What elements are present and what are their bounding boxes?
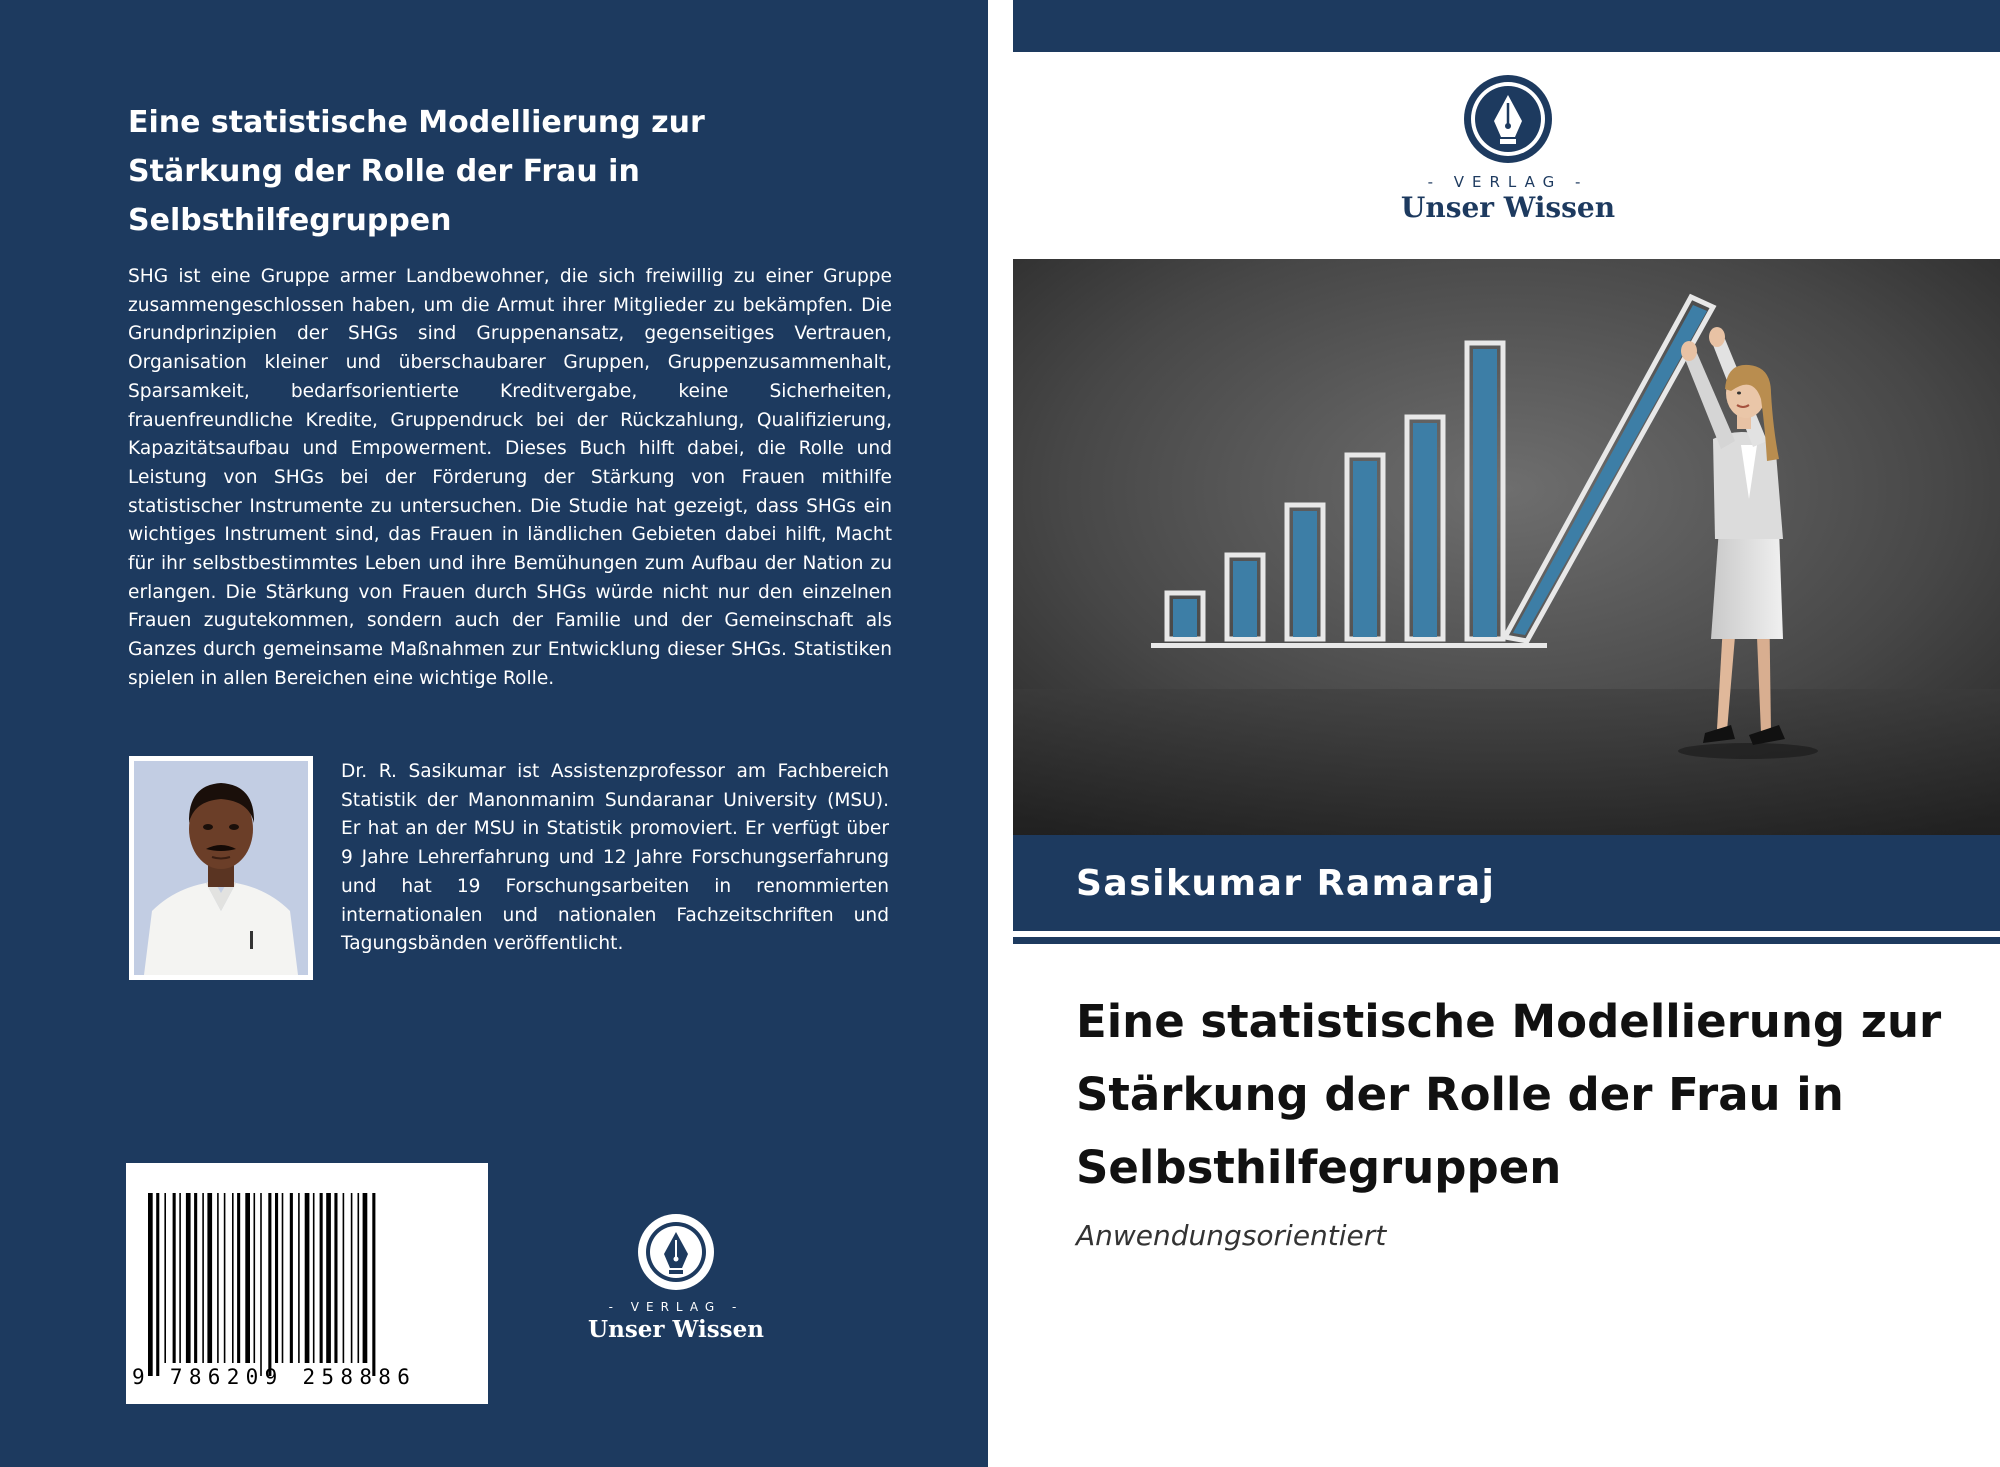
- author-name: Sasikumar Ramaraj: [1076, 863, 1496, 904]
- chalk-bar-fill: [1173, 599, 1197, 637]
- barcode-stripe: [173, 1193, 176, 1363]
- front-top-bar: [1013, 0, 2000, 52]
- barcode-stripe: [320, 1193, 323, 1363]
- fountain-pen-nib-icon: [1462, 73, 1554, 165]
- chalk-baseline: [1151, 643, 1547, 648]
- back-verlag-label: - VERLAG -: [608, 1300, 744, 1314]
- barcode-stripe: [164, 1193, 166, 1363]
- barcode-stripe: [254, 1193, 256, 1363]
- barcode-stripe: [268, 1193, 271, 1376]
- bar-growth-illustration: [1013, 259, 2000, 835]
- front-publisher-logo: [1373, 73, 1643, 223]
- author-portrait: [134, 761, 308, 975]
- barcode-stripe: [148, 1193, 153, 1376]
- barcode-stripe: [363, 1193, 368, 1363]
- chalk-bar-fill: [1233, 561, 1257, 637]
- fountain-pen-nib-icon: [636, 1212, 716, 1292]
- barcode-stripe: [351, 1193, 353, 1363]
- barcode-stripe: [358, 1193, 360, 1363]
- barcode-stripe: [313, 1193, 315, 1363]
- back-publisher-name: Unser Wissen: [588, 1316, 764, 1343]
- chalk-bar-fill: [1353, 461, 1377, 637]
- front-cover: [1013, 0, 2000, 1467]
- barcode-stripe: [290, 1193, 293, 1363]
- barcode-stripe: [343, 1193, 345, 1363]
- back-publisher-logo: [578, 1212, 774, 1342]
- front-cover-title: Eine statistische Modellierung zur Stärkung der Rolle der Frau in Selbsthilfegruppen: [1076, 995, 1942, 1194]
- barcode-stripe: [275, 1193, 278, 1363]
- back-cover: [0, 0, 988, 1467]
- barcode-stripe: [245, 1193, 250, 1363]
- barcode-stripe: [326, 1193, 331, 1363]
- barcode-stripe: [334, 1193, 337, 1363]
- barcode-stripe: [186, 1193, 191, 1363]
- barcode-stripe: [260, 1193, 262, 1376]
- chalk-bar-fill: [1473, 349, 1497, 637]
- front-cover-subtitle: Anwendungsorientiert: [1076, 1219, 1387, 1252]
- barcode-stripe: [156, 1193, 159, 1376]
- barcode-stripe: [237, 1193, 240, 1363]
- isbn-digits: 9 786209 258886: [132, 1365, 417, 1389]
- barcode-stripe: [305, 1193, 310, 1363]
- back-cover-title: Eine statistische Modellierung zur Stärkung der Rolle der Frau in Selbsthilfegruppen: [128, 105, 705, 238]
- front-verlag-label: - VERLAG -: [1427, 173, 1589, 191]
- barcode-stripe: [202, 1193, 204, 1363]
- author-bio: Dr. R. Sasikumar ist Assistenzprofessor am Fachbereich Statistik der Manonmanim Sundaranar University (MSU). Er hat an der MSU in Statistik promoviert. Er verfügt über 9 Jahre Lehrerfahrung und 12 Jahre Forschungserfahrung und hat 19 Forschungsarbeiten in renommierten internationalen und nationalen Fachzeitschriften und Tagungsbänden veröffentlicht.: [341, 761, 889, 955]
- barcode-stripe: [372, 1193, 375, 1376]
- isbn-barcode: [126, 1163, 488, 1404]
- barcode-stripe: [217, 1193, 219, 1363]
- barcode-stripe: [179, 1193, 181, 1363]
- chalk-bar-fill: [1413, 423, 1437, 637]
- barcode-stripe: [194, 1193, 197, 1363]
- author-photo: [129, 756, 313, 980]
- spine: [988, 0, 1013, 1467]
- barcode-stripe: [207, 1193, 212, 1363]
- author-band-underline: [1013, 937, 2000, 944]
- chalk-bar-fill: [1293, 511, 1317, 637]
- barcode-stripe: [232, 1193, 234, 1363]
- barcode-stripe: [224, 1193, 226, 1363]
- author-band: [1013, 835, 2000, 931]
- barcode-stripe: [282, 1193, 284, 1363]
- front-publisher-name: Unser Wissen: [1400, 191, 1616, 224]
- barcode-stripe: [298, 1193, 300, 1363]
- back-cover-blurb: SHG ist eine Gruppe armer Landbewohner, die sich freiwillig zu einer Gruppe zusammengeschlossen haben, um die Armut ihrer Mitglieder zu bekämpfen. Die Grundprinzipien der SHGs sind Gruppenansatz, gegenseitiges Vertrauen, Organisation kleiner und überschaubarer Gruppen, Gruppenzusammenhalt, Sparsamkeit, bedarfsorientierte Kreditvergabe, keine Sicherheiten, frauenfreundliche Kredite, Gruppendruck bei der Rückzahlung, Qualifizierung, Kapazitätsaufbau und Empowerment. Dieses Buch hilft dabei, die Rolle und Leistung von SHGs bei der Förderung der Stärkung von Frauen mithilfe statistischer Instrumente zu untersuchen. Die Studie hat gezeigt, dass SHGs ein wichtiges Instrument sind, das Frauen in ländlichen Gebieten dabei hilft, Macht für ihr selbstbestimmtes Leben und ihre Bemühungen zum Aufbau der Nation zu erlangen. Die Stärkung von Frauen durch SHGs würde nicht nur den einzelnen Frauen zugutekommen, sondern auch der Familie und der Gemeinschaft als Ganzes durch gemeinsame Maßnahmen zur Entwicklung dieser SHGs. Statistiken spielen in allen Bereichen eine wichtige Rolle.: [128, 266, 892, 689]
- cover-illustration: [1013, 259, 2000, 835]
